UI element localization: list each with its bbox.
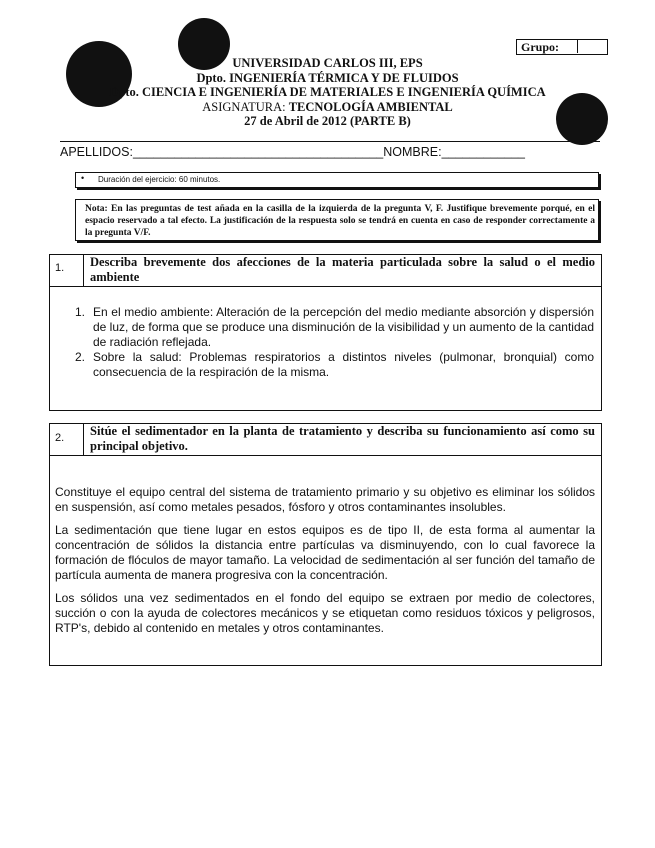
apellidos-field[interactable]: ____________________________________: [132, 145, 384, 159]
answer-paragraph: La sedimentación que tiene lugar en estos equipos es de tipo II, de esta forma al aumentar la concentración de sólidos la distancia entre partículas va disminuyendo, con lo cual favorece la formación de flóculos de mayor tamaño. La velocidad de sedimentación al ser función del tamaño de partícula aumenta de manera progresiva con la concentración.: [55, 523, 595, 582]
list-item: [69, 350, 594, 380]
apellidos-label: APELLIDOS:: [60, 145, 133, 159]
question-2-title: Sitúe el sedimentador en la planta de tratamiento y describa su funcionamiento así como su principal objetivo.: [90, 424, 595, 453]
question-2-number-divider: [83, 423, 84, 455]
nombre-field[interactable]: ____________: [441, 145, 526, 159]
list-item-number: 1.: [75, 305, 86, 319]
note-box: [75, 199, 599, 241]
grupo-input-box[interactable]: [577, 39, 607, 53]
subject-label: ASIGNATURA:: [202, 100, 289, 114]
name-fields: [60, 145, 605, 159]
grupo-label: Grupo:: [521, 40, 560, 54]
question-1-title: Describa brevemente dos afecciones de la materia particulada sobre la salud o el medio ambiente: [90, 255, 595, 284]
question-1-number: 1.: [55, 262, 65, 274]
list-item: [69, 305, 594, 350]
question-2-answer: [55, 485, 595, 644]
duration-box: [75, 172, 599, 188]
header-rule: [60, 141, 600, 142]
question-2-number: 2.: [55, 432, 65, 444]
department-1: Dpto. INGENIERÍA TÉRMICA Y DE FLUIDOS: [196, 71, 459, 85]
question-1-header-rule: [49, 286, 601, 287]
subject-name: TECNOLOGÍA AMBIENTAL: [288, 100, 453, 114]
question-1-number-divider: [83, 254, 84, 286]
department-2: Dpto. CIENCIA E INGENIERÍA DE MATERIALES E INGENIERÍA QUÍMICA: [109, 85, 546, 99]
duration-text: Duración del ejercicio: 60 minutos.: [98, 175, 221, 184]
exam-date: 27 de Abril de 2012 (PARTE B): [244, 114, 411, 128]
question-1-answer-list: [69, 305, 594, 380]
subject-line: [0, 100, 655, 115]
answer-paragraph: Constituye el equipo central del sistema de tratamiento primario y su objetivo es eliminar los sólidos en suspensión, así como metales pesados, fósforo y otros contaminantes insolubles.: [55, 485, 595, 514]
list-item-text: Sobre la salud: Problemas respiratorios a distintos niveles (pulmonar, bronquial) como consecuencia de la respiración de la misma.: [93, 350, 594, 379]
nombre-label: NOMBRE:: [383, 145, 442, 159]
university-name: UNIVERSIDAD CARLOS III, EPS: [232, 56, 423, 70]
list-item-text: En el medio ambiente: Alteración de la percepción del medio mediante absorción y dispersión de luz, de forma que se produce una disminución de la visibilidad y un aumento de la cantidad de radiación reflejada.: [93, 305, 594, 349]
list-item-number: 2.: [75, 350, 86, 364]
answer-paragraph: Los sólidos una vez sedimentados en el fondo del equipo se extraen por medio de colectores, succión o con la ayuda de colectores mecánicos y se etiquetan como residuos tóxicos y peligrosos, RTP's, debido al contenido en metales y otros contaminantes.: [55, 591, 595, 635]
grupo-box: [516, 39, 608, 55]
bullet-icon: •: [81, 173, 85, 183]
note-text: Nota: En las preguntas de test añada en la casilla de la izquierda de la pregunta V, F. Justifique brevemente porqué, en el espacio reservado a tal efecto. La justificación de la respuesta solo se tendrá en cuenta en caso de responder correctamente a la pregunta V/F.: [85, 204, 595, 238]
question-2-header-rule: [49, 455, 601, 456]
